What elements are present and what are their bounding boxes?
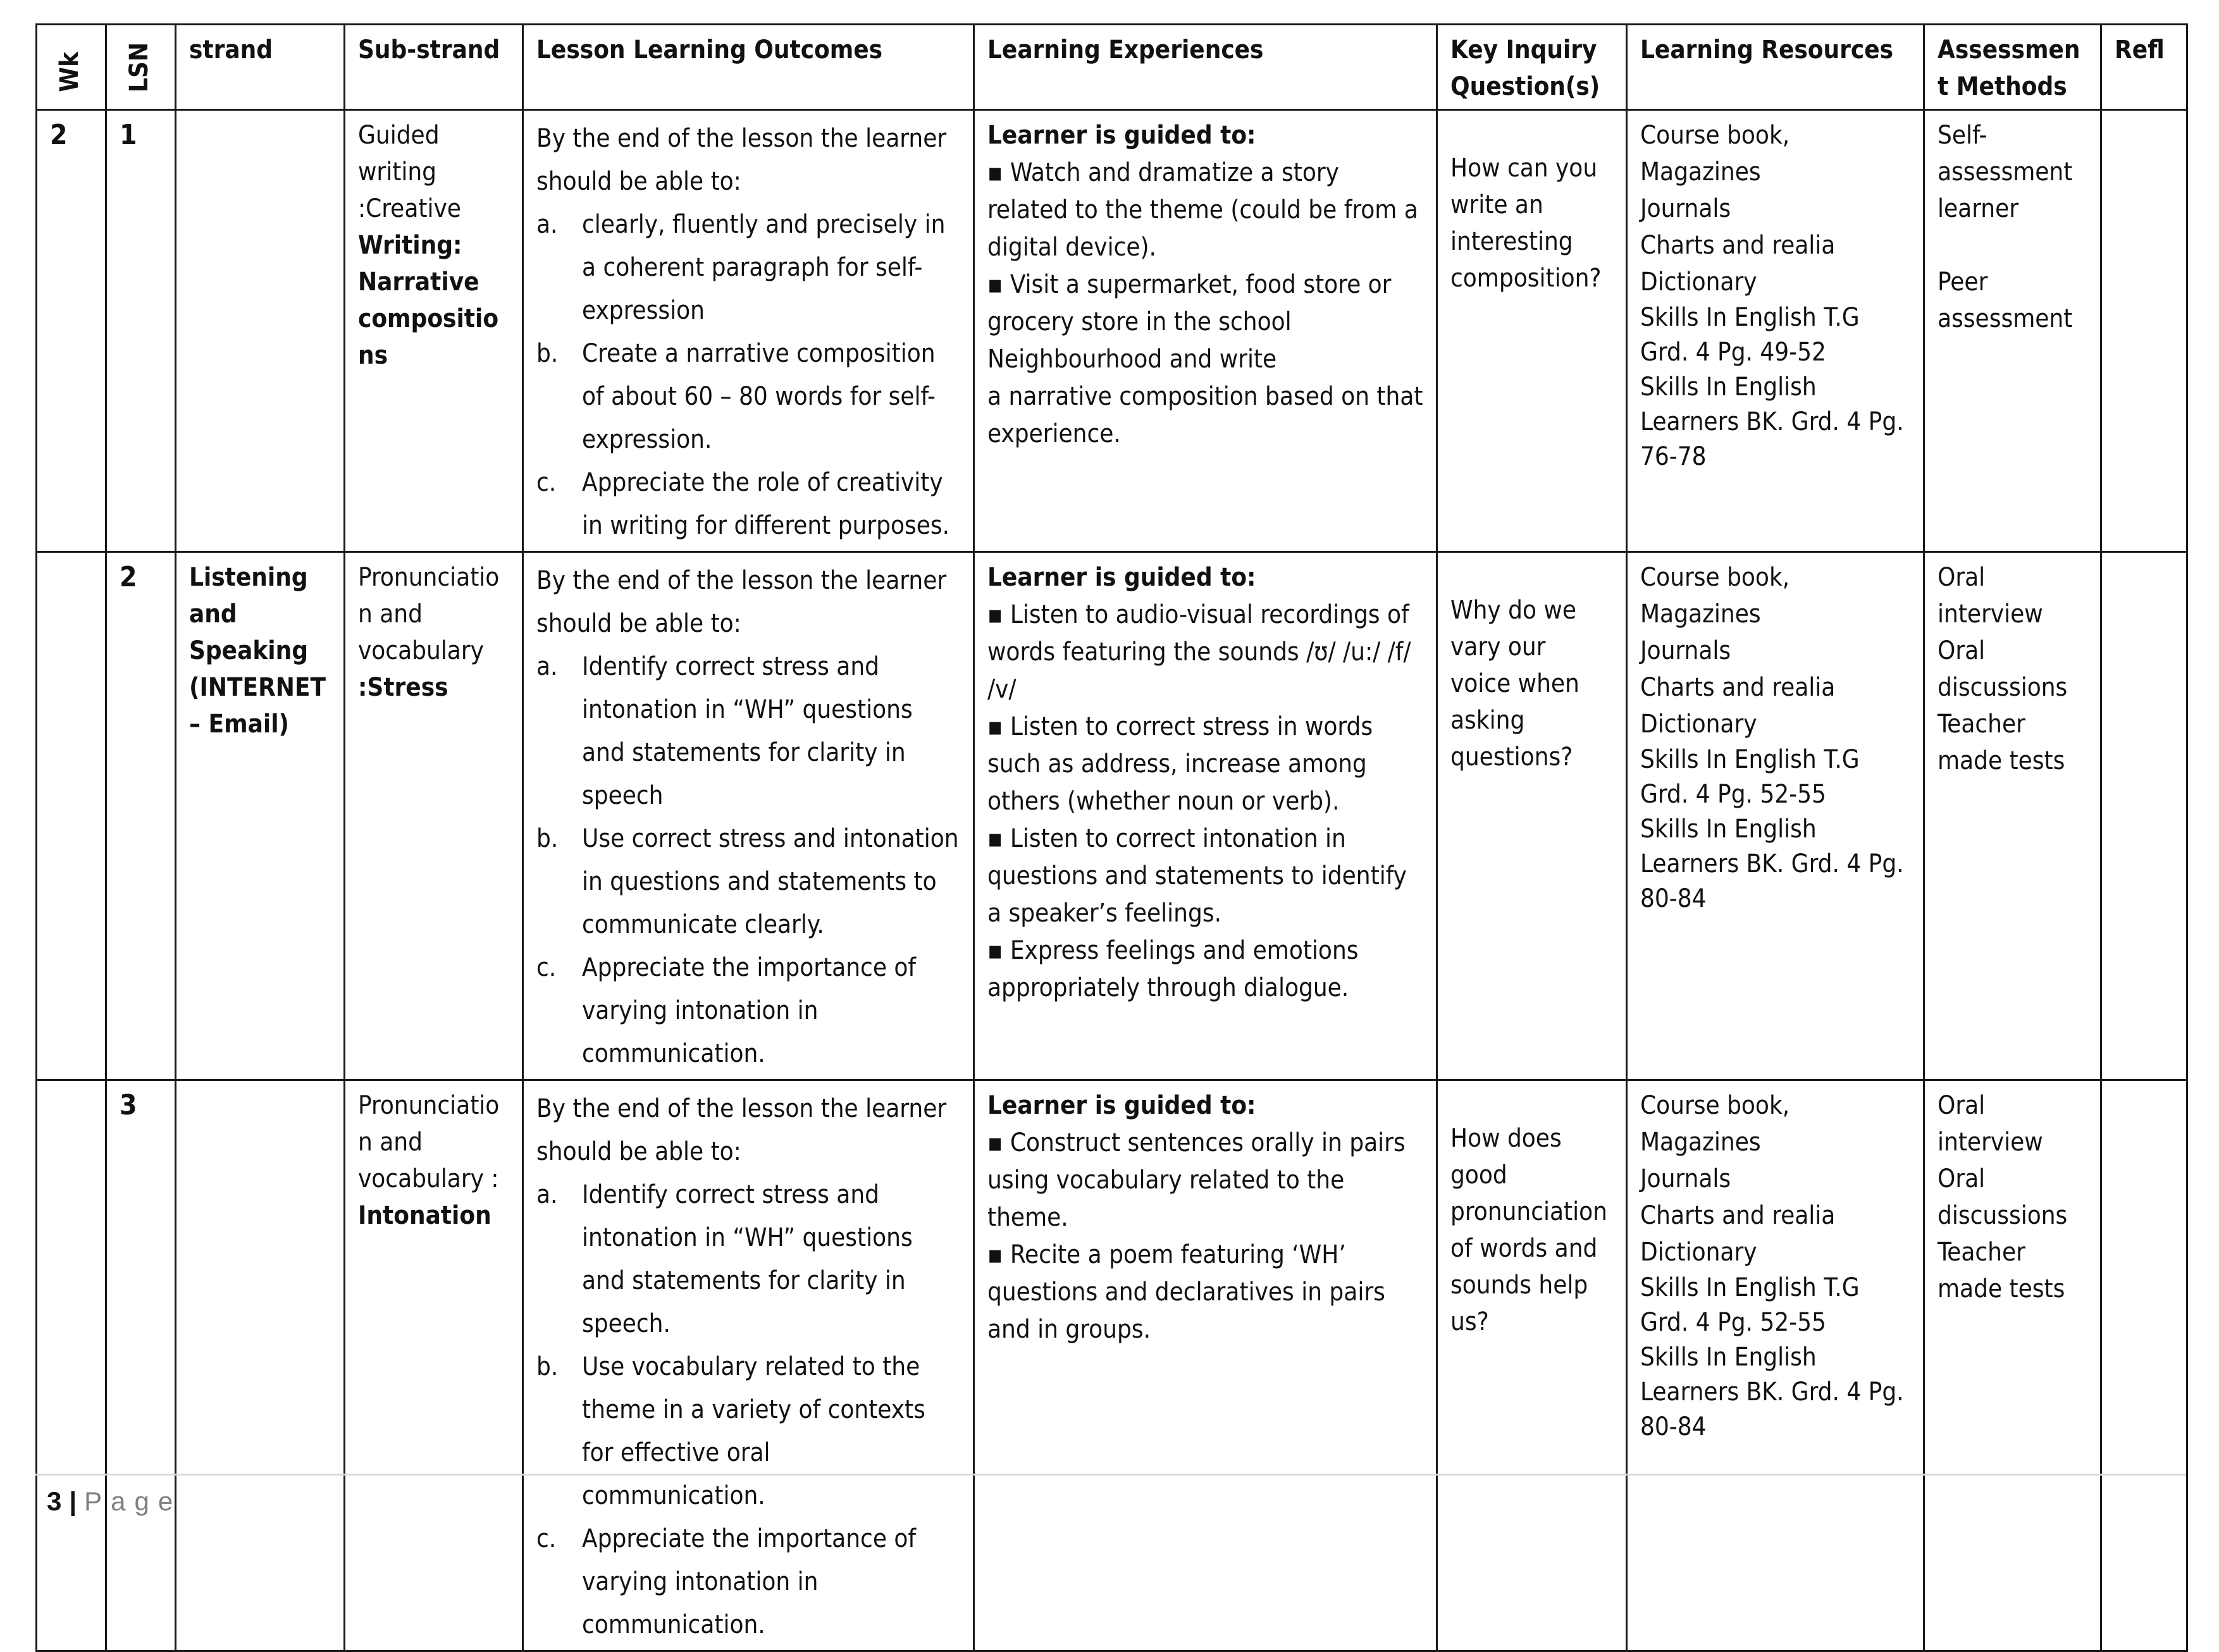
strand-cell xyxy=(176,552,345,1080)
outcome-text: Use vocabulary related to the theme in a variety of contexts for effective oral communication. xyxy=(582,1352,925,1510)
reflection-cell xyxy=(2101,552,2187,1080)
outcome-text: Identify correct stress and intonation in “WH” questions and statements for clarity in speech xyxy=(582,652,913,810)
header-inquiry: Key Inquiry Question(s) xyxy=(1437,25,1627,110)
header-assessment: Assessment Methods xyxy=(1924,25,2101,110)
outcome-text: Appreciate the importance of varying intonation in communication. xyxy=(582,1524,917,1639)
resource-item: Course book, Magazines xyxy=(1640,563,1790,629)
assessment-item: Oral discussions xyxy=(1938,636,2068,702)
week-cell xyxy=(37,552,106,1080)
experience-item: ▪ Listen to audio-visual recordings of words featuring the sounds /ʊ/ /u:/ /f/ /v/ xyxy=(987,600,1411,704)
outcome-marker: a. xyxy=(536,652,558,681)
outcomes-cell xyxy=(523,110,974,552)
outcome-item xyxy=(536,645,960,817)
footer-separator: | xyxy=(69,1486,77,1516)
sub-strand-cell xyxy=(345,1080,523,1651)
resource-item: Course book, Magazines xyxy=(1640,121,1790,187)
inquiry-cell xyxy=(1437,110,1627,552)
header-row xyxy=(37,25,2187,110)
resource-reference: Skills In English Learners BK. Grd. 4 Pg. 80-84 xyxy=(1640,815,1904,913)
outcome-text: Identify correct stress and intonation in “WH” questions and statements for clarity in speech. xyxy=(582,1180,913,1338)
outcomes-list xyxy=(536,203,960,547)
resource-item: Dictionary xyxy=(1640,710,1757,739)
outcome-item xyxy=(536,461,960,547)
outcomes-intro: By the end of the lesson the learner should be able to: xyxy=(536,566,947,638)
inquiry-question: How does good pronunciation of words and sounds help us? xyxy=(1450,1124,1607,1336)
outcomes-intro: By the end of the lesson the learner should be able to: xyxy=(536,1094,947,1166)
experience-item: ▪ Recite a poem featuring ‘WH’ questions and declaratives in pairs and in groups. xyxy=(987,1240,1385,1344)
experience-item: ▪ Express feelings and emotions appropriately through dialogue. xyxy=(987,936,1359,1002)
lesson-row xyxy=(37,110,2187,552)
inquiry-question: How can you write an interesting composition? xyxy=(1450,154,1602,293)
lesson-number: 1 xyxy=(120,119,137,151)
header-resources: Learning Resources xyxy=(1627,25,1924,110)
resource-item: Journals xyxy=(1640,194,1731,223)
sub-strand-plain: Guided writing :Creative xyxy=(358,121,461,223)
inquiry-cell xyxy=(1437,552,1627,1080)
resource-reference: Skills In English T.G Grd. 4 Pg. 49-52 xyxy=(1640,303,1860,367)
resource-item: Dictionary xyxy=(1640,268,1757,297)
reflection-cell xyxy=(2101,110,2187,552)
resource-item: Course book, Magazines xyxy=(1640,1091,1790,1157)
outcome-text: Create a narrative composition of about 60 – 80 words for self-expression. xyxy=(582,339,936,454)
resources-cell xyxy=(1627,1080,1924,1651)
resource-item: Dictionary xyxy=(1640,1238,1757,1267)
assessment-item: Oral discussions xyxy=(1938,1164,2068,1230)
experience-item: ▪ Watch and dramatize a story related to the theme (could be from a digital device). xyxy=(987,158,1418,262)
header-strand: strand xyxy=(176,25,345,110)
resource-reference: Skills In English Learners BK. Grd. 4 Pg. 80-84 xyxy=(1640,1343,1904,1441)
resource-item: Charts and realia xyxy=(1640,1201,1836,1230)
assessment-item: Teacher made tests xyxy=(1938,710,2065,775)
outcomes-cell xyxy=(523,552,974,1080)
page-label: Page xyxy=(84,1486,182,1516)
experiences-cell xyxy=(974,552,1437,1080)
header-experiences: Learning Experiences xyxy=(974,25,1437,110)
outcomes-intro: By the end of the lesson the learner should be able to: xyxy=(536,124,947,196)
outcome-marker: b. xyxy=(536,824,559,853)
resource-reference: Skills In English T.G Grd. 4 Pg. 52-55 xyxy=(1640,745,1860,809)
strand-text: Listening and Speaking (INTERNET – Email) xyxy=(189,563,326,739)
reflection-cell xyxy=(2101,1080,2187,1651)
lesson-row xyxy=(37,552,2187,1080)
outcomes-list xyxy=(536,1173,960,1646)
resources-cell xyxy=(1627,110,1924,552)
lesson-number: 3 xyxy=(120,1089,137,1121)
assessment-cell xyxy=(1924,552,2101,1080)
resource-item: Charts and realia xyxy=(1640,231,1836,260)
lesson-row xyxy=(37,1080,2187,1651)
outcome-marker: b. xyxy=(536,339,559,368)
resource-item: Journals xyxy=(1640,636,1731,665)
sub-strand-bold: Intonation xyxy=(358,1201,491,1230)
assessment-item: Teacher made tests xyxy=(1938,1238,2065,1304)
outcome-item xyxy=(536,203,960,332)
strand-cell xyxy=(176,1080,345,1651)
experience-item: ▪ Listen to correct intonation in questions and statements to identify a speaker’s feelings. xyxy=(987,824,1407,928)
page-footer xyxy=(47,1486,182,1517)
header-refl: Refl xyxy=(2101,25,2187,110)
experiences-cell xyxy=(974,1080,1437,1651)
header-wk: Wk xyxy=(37,25,106,110)
assessment-item: Self-assessment learner xyxy=(1938,121,2073,223)
header-outcomes: Lesson Learning Outcomes xyxy=(523,25,974,110)
assessment-item: Oral interview xyxy=(1938,563,2043,629)
resource-item: Journals xyxy=(1640,1164,1731,1193)
resources-cell xyxy=(1627,552,1924,1080)
outcomes-cell xyxy=(523,1080,974,1651)
inquiry-cell xyxy=(1437,1080,1627,1651)
sub-strand-cell xyxy=(345,552,523,1080)
experience-item: a narrative composition based on that experience. xyxy=(987,382,1423,448)
outcome-marker: c. xyxy=(536,1524,557,1553)
experiences-title: Learner is guided to: xyxy=(987,1091,1256,1120)
outcome-marker: a. xyxy=(536,210,558,239)
footer-divider xyxy=(35,1474,2186,1476)
inquiry-question: Why do we vary our voice when asking questions? xyxy=(1450,596,1579,772)
outcome-item xyxy=(536,1517,960,1646)
outcome-marker: b. xyxy=(536,1352,559,1381)
header-sub-strand: Sub-strand xyxy=(345,25,523,110)
experience-item: ▪ Visit a supermarket, food store or grocery store in the school Neighbourhood and write xyxy=(987,270,1392,374)
header-lsn: LSN xyxy=(106,25,176,110)
scheme-of-work-table xyxy=(35,23,2188,1652)
sub-strand-bold: :Stress xyxy=(358,673,448,702)
outcomes-list xyxy=(536,645,960,1075)
experiences-title: Learner is guided to: xyxy=(987,563,1256,592)
outcome-text: Appreciate the role of creativity in writing for different purposes. xyxy=(582,468,950,540)
assessment-item: Oral interview xyxy=(1938,1091,2043,1157)
sub-strand-cell xyxy=(345,110,523,552)
outcome-item xyxy=(536,332,960,461)
outcome-item xyxy=(536,946,960,1075)
assessment-item: Peer assessment xyxy=(1938,268,2073,333)
week-cell xyxy=(37,1080,106,1651)
sub-strand-bold: Writing: Narrative compositions xyxy=(358,231,499,370)
sub-strand-plain: Pronunciation and vocabulary xyxy=(358,563,500,665)
experience-item: ▪ Construct sentences orally in pairs using vocabulary related to the theme. xyxy=(987,1128,1406,1232)
outcome-marker: c. xyxy=(536,953,557,982)
lesson-number: 2 xyxy=(120,561,137,593)
resource-reference: Skills In English T.G Grd. 4 Pg. 52-55 xyxy=(1640,1273,1860,1337)
outcome-text: Use correct stress and intonation in questions and statements to communicate clearly. xyxy=(582,824,959,939)
lesson-cell xyxy=(106,110,176,552)
outcome-item xyxy=(536,1173,960,1345)
lesson-cell xyxy=(106,1080,176,1651)
strand-cell xyxy=(176,110,345,552)
resource-reference: Skills In English Learners BK. Grd. 4 Pg. 76-78 xyxy=(1640,373,1904,471)
assessment-item xyxy=(1938,227,2087,264)
sub-strand-plain: Pronunciation and vocabulary : xyxy=(358,1091,500,1193)
lesson-cell xyxy=(106,552,176,1080)
assessment-cell xyxy=(1924,110,2101,552)
experiences-title: Learner is guided to: xyxy=(987,121,1256,150)
outcome-marker: a. xyxy=(536,1180,558,1209)
resource-item: Charts and realia xyxy=(1640,673,1836,702)
experience-item: ▪ Listen to correct stress in words such as address, increase among others (whether noun or verb). xyxy=(987,712,1373,816)
outcome-item xyxy=(536,817,960,946)
page-number: 3 xyxy=(47,1486,62,1516)
week-cell xyxy=(37,110,106,552)
outcome-item xyxy=(536,1345,960,1517)
experiences-cell xyxy=(974,110,1437,552)
outcome-text: Appreciate the importance of varying intonation in communication. xyxy=(582,953,917,1068)
outcome-marker: c. xyxy=(536,468,557,497)
week-number: 2 xyxy=(50,119,68,151)
assessment-cell xyxy=(1924,1080,2101,1651)
outcome-text: clearly, fluently and precisely in a coherent paragraph for self-expression xyxy=(582,210,946,325)
